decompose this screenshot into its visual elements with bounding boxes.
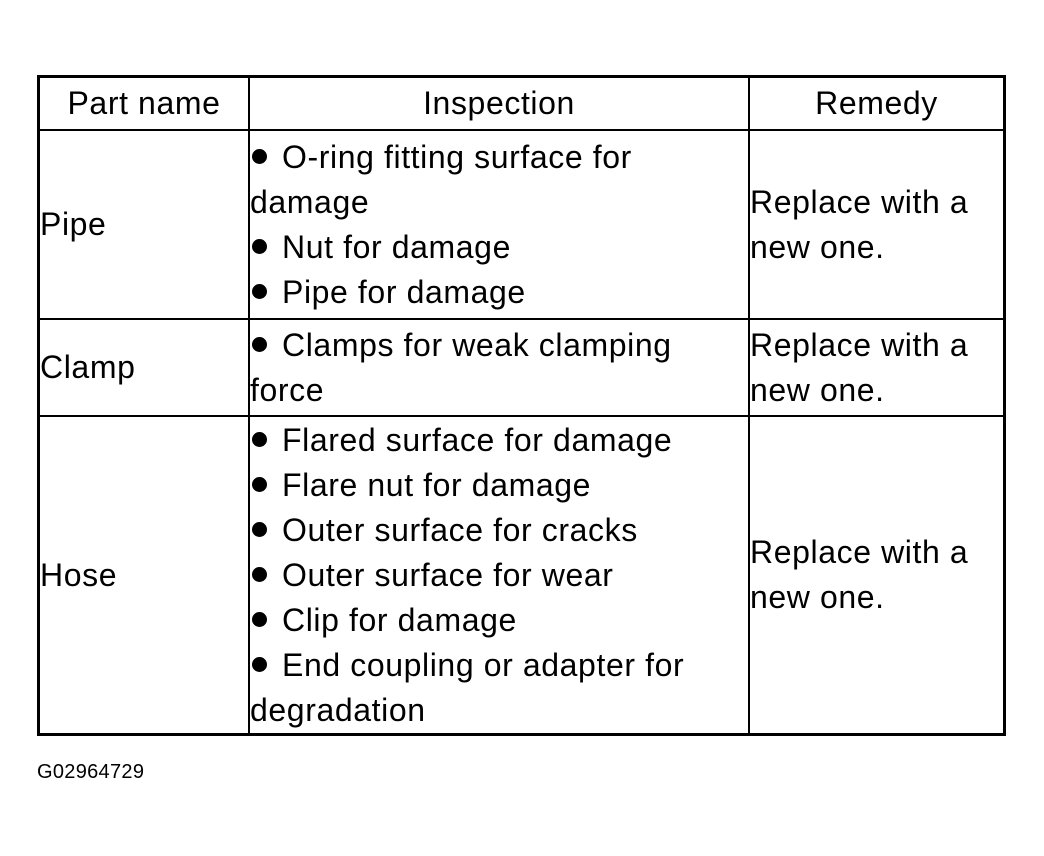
inspection-list <box>250 418 748 733</box>
inspection-table-frame <box>37 75 1006 736</box>
bullet-icon <box>252 567 267 582</box>
part-name-cell: Hose <box>40 416 249 733</box>
inspection-item: Flared surface for damage <box>250 418 748 463</box>
inspection-item: Flare nut for damage <box>250 463 748 508</box>
inspection-item: Clamps for weak clamping force <box>250 326 672 408</box>
part-name-cell: Pipe <box>40 130 249 319</box>
inspection-item: Outer surface for cracks <box>250 508 748 553</box>
bullet-icon <box>252 337 267 352</box>
table-row <box>40 130 1003 319</box>
header-row <box>40 78 1003 130</box>
inspection-item: Pipe for damage <box>250 270 748 315</box>
inspection-cell <box>249 416 749 733</box>
bullet-icon <box>252 239 267 254</box>
header-inspection: Inspection <box>249 78 749 130</box>
header-part-name: Part name <box>40 78 249 130</box>
inspection-cell <box>249 319 749 416</box>
bullet-icon <box>252 657 267 672</box>
inspection-table <box>40 78 1003 733</box>
inspection-item: Nut for damage <box>250 225 748 270</box>
remedy-cell: Replace with a new one. <box>749 130 1003 319</box>
remedy-cell: Replace with a new one. <box>749 416 1003 733</box>
remedy-cell: Replace with a new one. <box>749 319 1003 416</box>
part-name-cell: Clamp <box>40 319 249 416</box>
bullet-icon <box>252 284 267 299</box>
bullet-icon <box>252 477 267 492</box>
bullet-icon <box>252 432 267 447</box>
inspection-item: Clip for damage <box>250 598 748 643</box>
inspection-cell <box>249 130 749 319</box>
figure-id: G02964729 <box>37 761 145 783</box>
inspection-list <box>250 323 748 413</box>
inspection-item: End coupling or adapter for degradation <box>250 646 685 728</box>
inspection-item: Outer surface for wear <box>250 553 748 598</box>
bullet-icon <box>252 522 267 537</box>
inspection-item: O-ring fitting surface for damage <box>250 138 632 220</box>
header-remedy: Remedy <box>749 78 1003 130</box>
table-row <box>40 319 1003 416</box>
bullet-icon <box>252 612 267 627</box>
inspection-list <box>250 135 748 315</box>
table-row <box>40 416 1003 733</box>
bullet-icon <box>252 149 267 164</box>
